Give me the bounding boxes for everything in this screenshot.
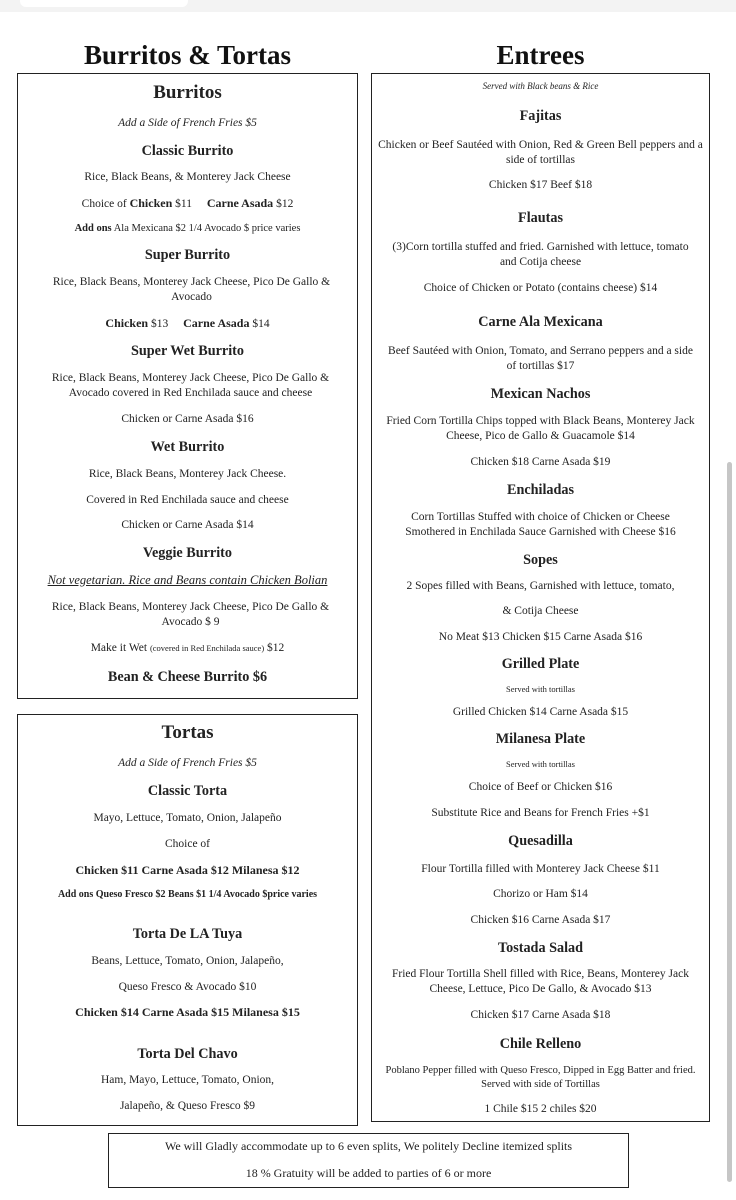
carne-ala-mexicana-name: Carne Ala Mexicana (478, 314, 603, 330)
chicken-price: $11 (175, 198, 192, 210)
sopes-prices: No Meat $13 Chicken $15 Carne Asada $16 (438, 631, 643, 643)
torta-la-tuya-desc-2: Queso Fresco & Avocado $10 (118, 981, 257, 993)
quesadilla-desc: Flour Tortilla filled with Monterey Jack Cheese $11 (421, 863, 660, 875)
mexican-nachos-prices: Chicken $18 Carne Asada $19 (470, 456, 611, 468)
carne-ala-mexicana-desc: Beef Sautéed with Onion, Tomato, and Serrano peppers and a side of tortillas $17 (388, 345, 693, 372)
super-burrito-prices (18, 316, 357, 332)
grilled-plate-prices: Grilled Chicken $14 Carne Asada $15 (452, 706, 629, 718)
bean-cheese-burrito: Bean & Cheese Burrito $6 (107, 669, 268, 685)
tortas-side-note: Add a Side of French Fries $5 (118, 757, 257, 769)
quesadilla-name: Quesadilla (508, 833, 573, 849)
veggie-make-wet (18, 641, 357, 656)
classic-torta-choice: Choice of (164, 838, 211, 850)
asada-price: $14 (252, 318, 270, 330)
footer-split-policy: We will Gladly accommodate up to 6 even splits, We politely Decline itemized splits (164, 1139, 573, 1153)
entrees-section (371, 73, 710, 1122)
make-wet-price: $12 (267, 642, 285, 654)
milanesa-plate-name: Milanesa Plate (495, 731, 586, 747)
grilled-plate-name: Grilled Plate (501, 656, 580, 672)
wet-burrito-price: Chicken or Carne Asada $14 (121, 519, 254, 531)
asada-label: Carne Asada (206, 196, 274, 210)
entrees-served-with: Served with Black beans & Rice (482, 81, 599, 91)
wet-burrito-desc-2: Covered in Red Enchilada sauce and cheese (86, 494, 289, 506)
tostada-salad-prices: Chicken $17 Carne Asada $18 (470, 1009, 611, 1021)
fajitas-desc: Chicken or Beef Sautéed with Onion, Red & Green Bell peppers and a side of tortillas (378, 139, 703, 166)
burritos-side-note: Add a Side of French Fries $5 (118, 117, 257, 129)
quesadilla-extra: Chorizo or Ham $14 (493, 888, 588, 900)
super-wet-burrito-name: Super Wet Burrito (131, 343, 244, 359)
sopes-desc-2: & Cotija Cheese (502, 605, 579, 617)
torta-del-chavo-name: Torta Del Chavo (137, 1046, 238, 1062)
milanesa-plate-sub: Substitute Rice and Beans for French Fries +$1 (431, 807, 650, 819)
milanesa-plate-choice: Choice of Beef or Chicken $16 (468, 781, 613, 793)
make-wet-note: (covered in Red Enchilada sauce) (149, 643, 265, 653)
veggie-burrito-desc: Rice, Black Beans, Monterey Jack Cheese, Pico De Gallo & Avocado $ 9 (51, 601, 330, 628)
torta-del-chavo-desc-2: Jalapeño, & Queso Fresco $9 (119, 1100, 256, 1112)
tortas-section (17, 714, 358, 1126)
torta-la-tuya-name: Torta De LA Tuya (132, 926, 243, 942)
browser-top-bar (0, 0, 736, 12)
classic-torta-desc: Mayo, Lettuce, Tomato, Onion, Jalapeño (93, 812, 282, 824)
burritos-title: Burritos (153, 82, 222, 103)
flautas-name: Flautas (518, 210, 563, 226)
veggie-burrito-note: Not vegetarian. Rice and Beans contain Chicken Bolian (47, 573, 328, 587)
asada-price: $12 (276, 198, 294, 210)
chile-relleno-prices: 1 Chile $15 2 chiles $20 (484, 1103, 597, 1115)
fajitas-name: Fajitas (519, 108, 562, 124)
veggie-burrito-name: Veggie Burrito (143, 545, 232, 561)
footer-gratuity: 18 % Gratuity will be added to parties of 6 or more (245, 1166, 492, 1180)
super-wet-burrito-desc: Rice, Black Beans, Monterey Jack Cheese, Pico De Gallo & Avocado covered in Red Enchilada sauce and cheese (51, 372, 330, 399)
entrees-heading: Entrees (496, 40, 585, 70)
flautas-desc: (3)Corn tortilla stuffed and fried. Garnished with lettuce, tomato and Cotija cheese (392, 241, 689, 268)
classic-torta-prices: Chicken $11 Carne Asada $12 Milanesa $12 (75, 863, 300, 877)
chile-relleno-name: Chile Relleno (499, 1036, 582, 1052)
choice-prefix: Choice of (81, 198, 127, 210)
super-burrito-name: Super Burrito (144, 247, 231, 263)
addons-label: Add ons (74, 223, 112, 234)
chicken-price: $13 (150, 318, 169, 330)
burritos-section (17, 73, 358, 699)
sopes-desc-1: 2 Sopes filled with Beans, Garnished with lettuce, tomato, (406, 580, 675, 592)
enchiladas-desc: Corn Tortillas Stuffed with choice of Chicken or Cheese Smothered in Enchilada Sauce Garnished with Cheese $16 (405, 511, 676, 538)
torta-del-chavo-desc-1: Ham, Mayo, Lettuce, Tomato, Onion, (100, 1074, 275, 1086)
super-burrito-desc: Rice, Black Beans, Monterey Jack Cheese, Pico De Gallo & Avocado (52, 276, 331, 303)
fajitas-prices: Chicken $17 Beef $18 (488, 179, 593, 191)
classic-burrito-addons (18, 221, 357, 236)
classic-torta-name: Classic Torta (147, 783, 228, 799)
flautas-choice: Choice of Chicken or Potato (contains cheese) $14 (423, 282, 658, 294)
footer-policy-box (108, 1133, 629, 1188)
quesadilla-prices: Chicken $16 Carne Asada $17 (470, 914, 611, 926)
super-wet-burrito-price: Chicken or Carne Asada $16 (121, 413, 254, 425)
enchiladas-name: Enchiladas (506, 482, 575, 498)
chile-relleno-desc: Poblano Pepper filled with Queso Fresco, Dipped in Egg Batter and fried. Served with side of Tortillas (385, 1065, 696, 1090)
tostada-salad-desc: Fried Flour Tortilla Shell filled with Rice, Beans, Monterey Jack Cheese, Lettuce, Pico De Gallo, & Avocado $13 (392, 968, 689, 995)
burritos-tortas-heading: Burritos & Tortas (83, 40, 291, 70)
classic-burrito-name: Classic Burrito (141, 143, 234, 159)
chicken-label: Chicken (129, 196, 173, 210)
scrollbar-thumb[interactable] (727, 462, 732, 1182)
torta-la-tuya-desc-1: Beans, Lettuce, Tomato, Onion, Jalapeño, (91, 955, 284, 967)
chicken-label: Chicken (105, 316, 149, 330)
wet-burrito-desc-1: Rice, Black Beans, Monterey Jack Cheese. (88, 468, 287, 480)
asada-label: Carne Asada (183, 316, 250, 330)
mexican-nachos-desc: Fried Corn Tortilla Chips topped with Black Beans, Monterey Jack Cheese, Pico de Gallo & Guacamole $14 (386, 415, 695, 442)
tostada-salad-name: Tostada Salad (497, 940, 584, 956)
classic-torta-addons: Add ons Queso Fresco $2 Beans $1 1/4 Avocado $price varies (57, 889, 318, 900)
grilled-plate-served: Served with tortillas (506, 684, 575, 694)
milanesa-plate-served: Served with tortillas (506, 759, 575, 769)
make-wet-label: Make it Wet (90, 642, 148, 654)
mexican-nachos-name: Mexican Nachos (490, 386, 591, 402)
sopes-name: Sopes (523, 552, 558, 568)
tortas-title: Tortas (161, 722, 214, 743)
browser-tab (20, 0, 188, 7)
addons-text: Ala Mexicana $2 1/4 Avocado $ price varies (113, 223, 301, 234)
wet-burrito-name: Wet Burrito (150, 439, 225, 455)
classic-burrito-desc: Rice, Black Beans, & Monterey Jack Cheese (84, 171, 291, 183)
classic-burrito-prices (18, 196, 357, 212)
torta-la-tuya-prices: Chicken $14 Carne Asada $15 Milanesa $15 (75, 1005, 300, 1019)
